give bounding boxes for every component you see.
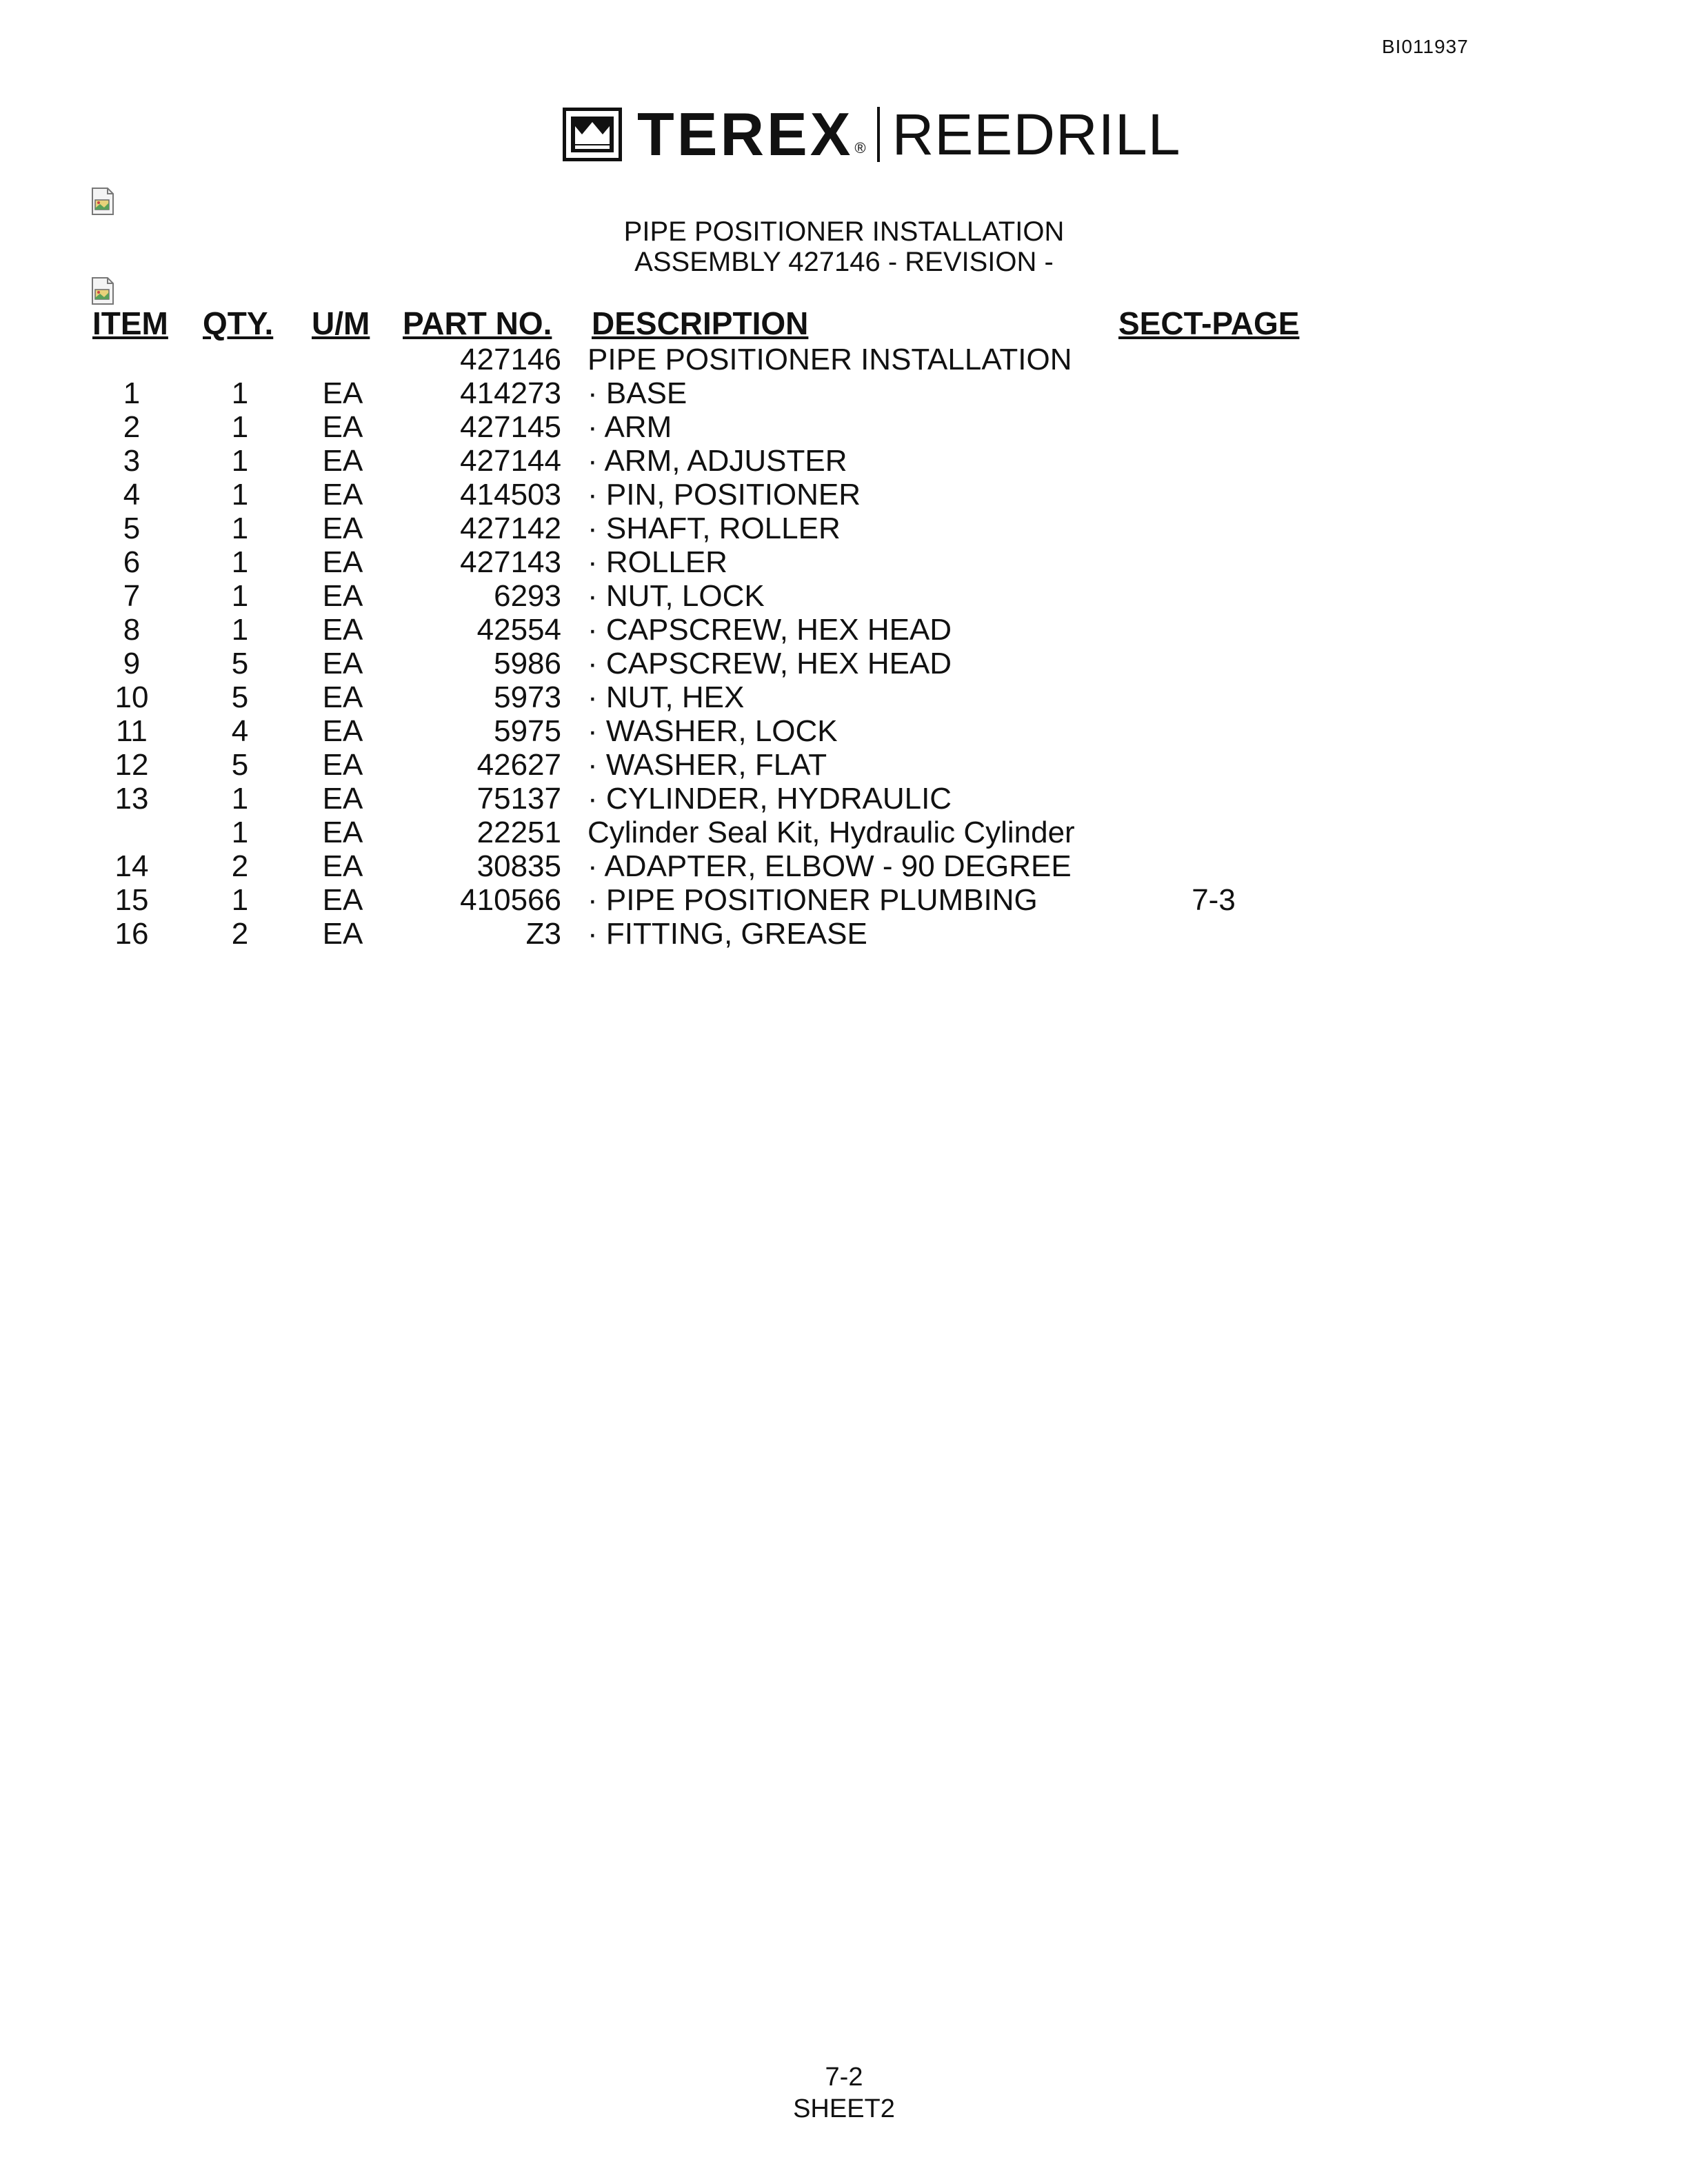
description-cell: · PIN, POSITIONER — [587, 478, 861, 512]
um-cell: EA — [322, 647, 363, 680]
item-cell: 10 — [114, 680, 149, 714]
table-row — [0, 682, 1688, 716]
qty-cell: 4 — [231, 714, 249, 748]
description-cell: · CAPSCREW, HEX HEAD — [587, 613, 952, 647]
table-row — [0, 716, 1688, 750]
qty-cell: 1 — [231, 883, 249, 917]
logo-sub-brand: REEDRILL — [892, 102, 1181, 167]
item-cell: 5 — [123, 512, 141, 545]
qty-cell: 1 — [231, 579, 249, 613]
um-cell: EA — [322, 444, 363, 478]
document-code: BI011937 — [1382, 36, 1469, 57]
item-cell: 3 — [123, 444, 141, 478]
table-row — [0, 919, 1688, 953]
part-no-cell: 410566 — [460, 883, 561, 917]
part-no-cell: 6293 — [494, 579, 561, 613]
part-no-cell: 22251 — [476, 816, 561, 849]
table-row — [0, 649, 1688, 682]
document-title: PIPE POSITIONER INSTALLATION — [623, 216, 1065, 247]
part-no-cell: 427143 — [460, 545, 561, 579]
um-cell: EA — [322, 512, 363, 545]
um-cell: EA — [322, 714, 363, 748]
item-cell: 15 — [114, 883, 149, 917]
description-cell: · SHAFT, ROLLER — [587, 512, 841, 545]
header-sect-page: SECT-PAGE — [1118, 305, 1300, 341]
table-row — [0, 514, 1688, 547]
description-cell: · PIPE POSITIONER PLUMBING — [587, 883, 1038, 917]
table-row — [0, 345, 1688, 378]
item-cell: 4 — [123, 478, 141, 512]
logo-registered-mark: ® — [854, 139, 866, 156]
qty-cell: 1 — [231, 478, 249, 512]
description-cell: · CAPSCREW, HEX HEAD — [587, 647, 952, 680]
description-cell: · BASE — [587, 376, 687, 410]
um-cell: EA — [322, 883, 363, 917]
qty-cell: 1 — [231, 512, 249, 545]
table-row — [0, 784, 1688, 818]
description-cell: · ROLLER — [587, 545, 727, 579]
qty-cell: 1 — [231, 444, 249, 478]
part-no-cell: Z3 — [525, 917, 561, 951]
part-no-cell: 427142 — [460, 512, 561, 545]
um-cell: EA — [322, 376, 363, 410]
um-cell: EA — [322, 782, 363, 816]
document-image-icon[interactable] — [91, 277, 114, 305]
table-row — [0, 378, 1688, 412]
qty-cell: 1 — [231, 410, 249, 444]
qty-cell: 5 — [231, 647, 249, 680]
qty-cell: 1 — [231, 545, 249, 579]
description-cell: · CYLINDER, HYDRAULIC — [587, 782, 952, 816]
item-cell: 8 — [123, 613, 141, 647]
part-no-cell: 42627 — [476, 748, 561, 782]
table-row — [0, 851, 1688, 885]
description-cell: · WASHER, FLAT — [587, 748, 827, 782]
qty-cell: 2 — [231, 917, 249, 951]
item-cell: 12 — [114, 748, 149, 782]
part-no-cell: 427144 — [460, 444, 561, 478]
item-cell: 11 — [116, 714, 148, 748]
item-cell: 1 — [123, 376, 141, 410]
qty-cell: 1 — [231, 816, 249, 849]
sect-page-cell: 7-3 — [1192, 883, 1236, 917]
description-cell: · ADAPTER, ELBOW - 90 DEGREE — [587, 849, 1072, 883]
um-cell: EA — [322, 748, 363, 782]
um-cell: EA — [322, 816, 363, 849]
qty-cell: 1 — [231, 613, 249, 647]
document-image-icon[interactable] — [91, 188, 114, 215]
part-no-cell: 5986 — [494, 647, 561, 680]
qty-cell: 5 — [231, 748, 249, 782]
item-cell: 16 — [114, 917, 149, 951]
qty-cell: 1 — [231, 376, 249, 410]
part-no-cell: 427146 — [460, 343, 561, 376]
part-no-cell: 5973 — [494, 680, 561, 714]
part-no-cell: 414273 — [460, 376, 561, 410]
header-qty: QTY. — [203, 305, 274, 341]
crown-icon — [563, 108, 622, 161]
um-cell: EA — [322, 917, 363, 951]
item-cell: 6 — [123, 545, 141, 579]
description-cell: PIPE POSITIONER INSTALLATION — [587, 343, 1072, 376]
table-row — [0, 818, 1688, 851]
um-cell: EA — [322, 680, 363, 714]
page-number: 7-2 — [825, 2063, 863, 2092]
table-row — [0, 581, 1688, 615]
um-cell: EA — [322, 849, 363, 883]
part-no-cell: 75137 — [476, 782, 561, 816]
sheet-number: SHEET2 — [793, 2094, 895, 2123]
document-subtitle: ASSEMBLY 427146 - REVISION - — [634, 247, 1054, 277]
description-cell: · FITTING, GREASE — [587, 917, 867, 951]
table-row — [0, 446, 1688, 480]
header-description: DESCRIPTION — [592, 305, 809, 341]
qty-cell: 2 — [231, 849, 249, 883]
table-row — [0, 750, 1688, 784]
item-cell: 13 — [114, 782, 149, 816]
table-row — [0, 547, 1688, 581]
item-cell: 14 — [114, 849, 149, 883]
part-no-cell: 42554 — [476, 613, 561, 647]
um-cell: EA — [322, 545, 363, 579]
header-um: U/M — [312, 305, 370, 341]
item-cell: 7 — [123, 579, 141, 613]
logo-divider — [877, 107, 880, 162]
description-cell: · NUT, HEX — [587, 680, 745, 714]
description-cell: Cylinder Seal Kit, Hydraulic Cylinder — [587, 816, 1075, 849]
um-cell: EA — [322, 613, 363, 647]
brand-logo — [563, 100, 1181, 168]
table-row — [0, 885, 1688, 919]
item-cell: 2 — [123, 410, 141, 444]
description-cell: · NUT, LOCK — [587, 579, 765, 613]
um-cell: EA — [322, 579, 363, 613]
logo-brand: TEREX — [637, 100, 854, 168]
table-row — [0, 480, 1688, 514]
um-cell: EA — [322, 410, 363, 444]
description-cell: · ARM, ADJUSTER — [587, 444, 847, 478]
table-row — [0, 615, 1688, 649]
description-cell: · ARM — [587, 410, 672, 444]
table-row — [0, 412, 1688, 446]
item-cell: 9 — [123, 647, 141, 680]
qty-cell: 1 — [231, 782, 249, 816]
qty-cell: 5 — [231, 680, 249, 714]
part-no-cell: 427145 — [460, 410, 561, 444]
header-part-no: PART NO. — [403, 305, 552, 341]
part-no-cell: 414503 — [460, 478, 561, 512]
part-no-cell: 30835 — [476, 849, 561, 883]
header-item: ITEM — [92, 305, 168, 341]
description-cell: · WASHER, LOCK — [587, 714, 838, 748]
um-cell: EA — [322, 478, 363, 512]
part-no-cell: 5975 — [494, 714, 561, 748]
